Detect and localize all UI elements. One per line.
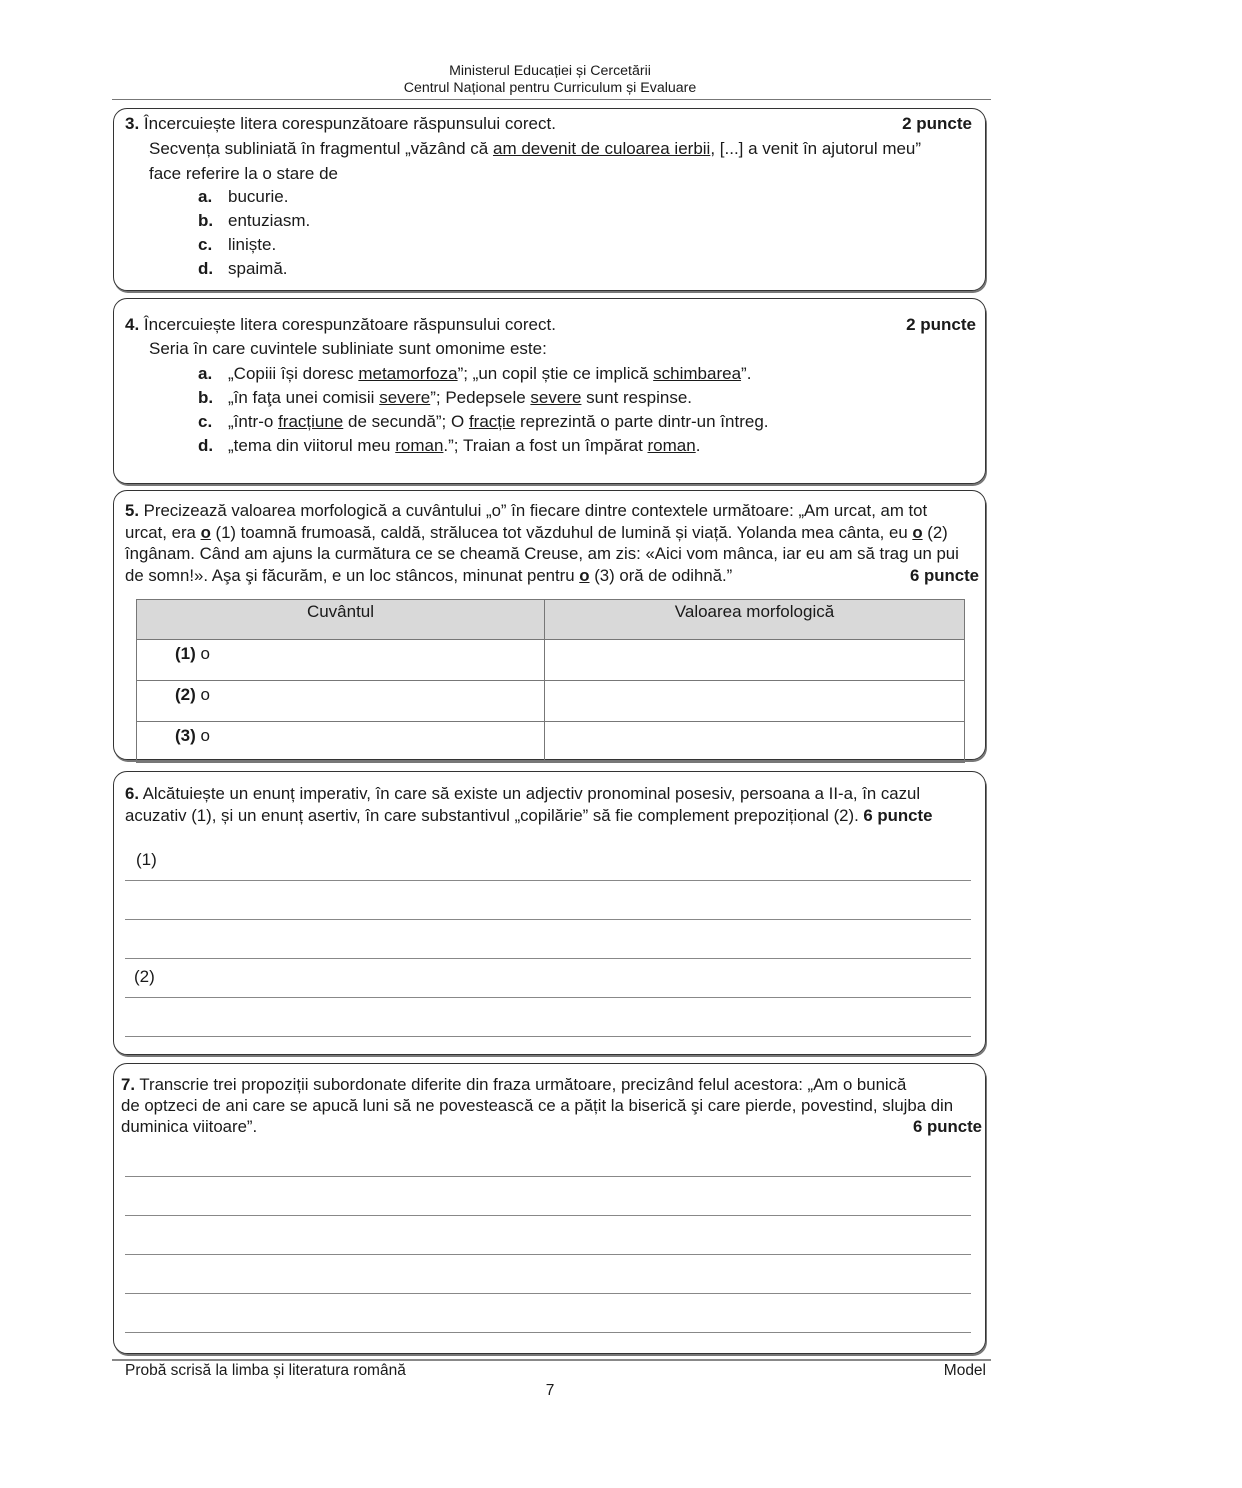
header-divider: [112, 99, 991, 100]
morphology-table: [136, 599, 965, 763]
question-5-text: 5. Precizează valoarea morfologică a cuvântului „o” în fiecare dintre contextele următoare: „Am urcat, am tot urcat, era o (1) toamnă frumoasă, caldă, strălucea tot văzduhul de lumină și viață. Yolanda mea cânta, eu o (2) îngânam. Când am ajuns la curmătura ce se cheamă Creuse, am zis: «Aici vom mânca, iar eu am să trag un pui de somn!». Aşa şi făcurăm, e un loc stâncos, minunat pentru o (3) oră de odihnă.” 6 puncte: [125, 501, 979, 585]
answer-line[interactable]: [125, 1176, 971, 1177]
answer-line[interactable]: [125, 958, 971, 959]
question-3-stem: Secvența subliniată în fragmentul „văzând că am devenit de culoarea ierbii, [...] a venit în ajutorul meu” face referire la o stare de: [149, 139, 922, 183]
question-3-instruction: 3. Încercuiește litera corespunzătoare răspunsului corect.: [125, 114, 556, 133]
option-b[interactable]: b. entuziasm.: [198, 211, 311, 230]
answer-line[interactable]: [125, 1036, 971, 1037]
option-c[interactable]: c. liniște.: [198, 235, 277, 254]
option-d[interactable]: d. „tema din viitorul meu roman.”; Traian a fost un împărat roman.: [198, 436, 701, 455]
answer-line[interactable]: [125, 997, 971, 998]
table-row: [137, 640, 965, 681]
question-6-text: 6. Alcătuiește un enunț imperativ, în care să existe un adjectiv pronominal posesiv, persoana a II-a, în cazul acuzativ (1), și un enunț asertiv, în care substantivul „copilărie” să fie complement prepozițional (2). 6 puncte: [125, 784, 933, 825]
question-6-box: [113, 771, 986, 1055]
question-5-box: [113, 490, 986, 760]
answer-label-1: (1): [136, 850, 157, 869]
question-3-points: 2 puncte: [902, 114, 972, 133]
footer-model-label: Model: [943, 1362, 986, 1379]
answer-line[interactable]: [125, 1254, 971, 1255]
question-4-points: 2 puncte: [906, 315, 976, 334]
answer-cell[interactable]: [545, 722, 965, 763]
answer-line[interactable]: [125, 919, 971, 920]
option-d[interactable]: d. spaimă.: [198, 259, 288, 278]
option-a[interactable]: a. „Copiii își doresc metamorfoza”; „un copil știe ce implică schimbarea”.: [198, 364, 752, 383]
column-header-value: Valoarea morfologică: [545, 600, 965, 640]
answer-line[interactable]: [125, 1332, 971, 1333]
question-6-points: 6 puncte: [863, 806, 933, 825]
question-7-box: [113, 1063, 986, 1354]
page-number: 7: [545, 1382, 555, 1399]
question-4-box: [113, 298, 986, 484]
ministry-name: Ministerul Educației și Cercetării: [449, 63, 651, 79]
table-row: [137, 681, 965, 722]
center-name: Centrul Național pentru Curriculum și Evaluare: [403, 80, 697, 96]
answer-label-2: (2): [134, 967, 155, 986]
question-3-box: [113, 108, 986, 291]
answer-cell[interactable]: [545, 681, 965, 722]
answer-line[interactable]: [125, 1215, 971, 1216]
answer-line[interactable]: [125, 880, 971, 881]
option-c[interactable]: c. „într-o fracțiune de secundă”; O fracție reprezintă o parte dintr-un întreg.: [198, 412, 769, 431]
answer-line[interactable]: [125, 1293, 971, 1294]
page-header: [0, 63, 1100, 97]
footer-divider: [112, 1359, 991, 1361]
question-7-points: 6 puncte: [912, 1117, 982, 1136]
question-7-text: 7. Transcrie trei propoziții subordonate diferite din fraza următoare, precizând felul acestora: „Am o bunică de optzeci de ani care se apucă luni să ne povestească ce a pățit la biserică şi care pierde, povestind, slujba din duminica viitoare”. 6 puncte: [121, 1075, 982, 1136]
option-a[interactable]: a. bucurie.: [198, 187, 289, 206]
footer-exam-title: Probă scrisă la limba și literatura română: [125, 1362, 406, 1379]
question-4-instruction: 4. Încercuiește litera corespunzătoare răspunsului corect.: [125, 315, 556, 334]
table-header-row: [137, 600, 965, 640]
question-4-stem: Seria în care cuvintele subliniate sunt omonime este:: [149, 339, 547, 358]
table-row: [137, 722, 965, 763]
column-header-word: Cuvântul: [137, 600, 545, 640]
option-b[interactable]: b. „în faţa unei comisii severe”; Pedepsele severe sunt respinse.: [198, 388, 692, 407]
word-cell: (1) o: [137, 640, 545, 681]
word-cell: (2) o: [137, 681, 545, 722]
answer-cell[interactable]: [545, 640, 965, 681]
word-cell: (3) o: [137, 722, 545, 763]
question-5-points: 6 puncte: [909, 565, 979, 585]
